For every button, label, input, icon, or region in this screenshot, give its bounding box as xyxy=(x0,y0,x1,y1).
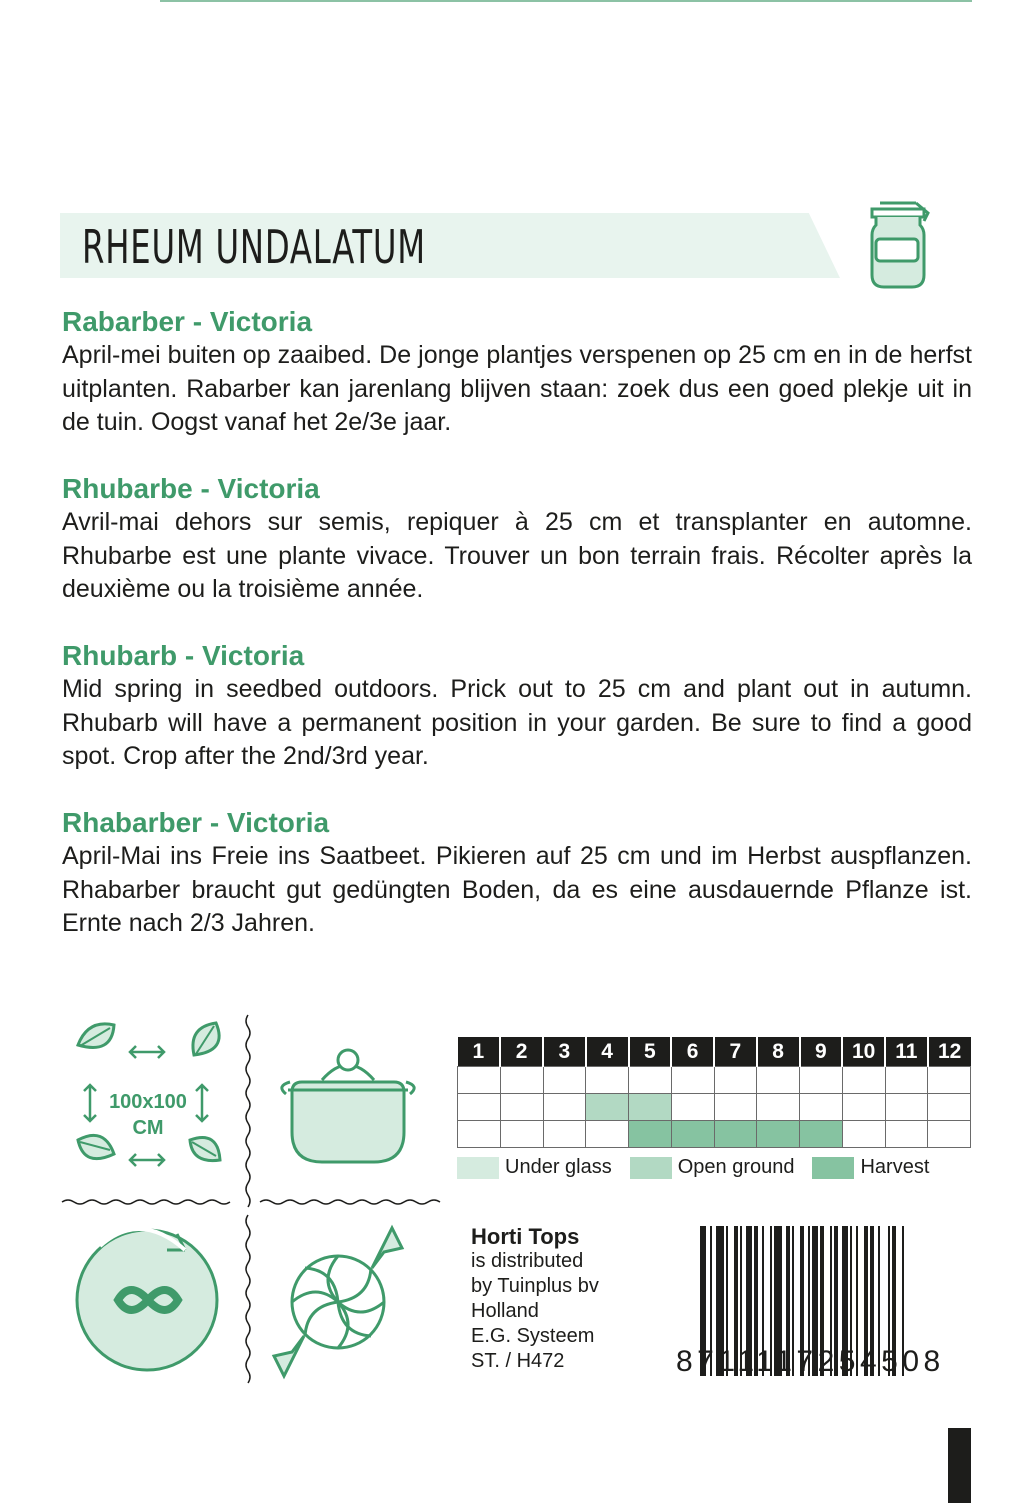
legend-label: Under glass xyxy=(505,1156,612,1178)
section-french xyxy=(62,472,972,607)
month-header: 11 xyxy=(885,1037,928,1067)
month-header: 9 xyxy=(800,1037,843,1067)
calendar-cell xyxy=(629,1121,672,1148)
calendar-cell xyxy=(714,1067,757,1094)
calendar-cell xyxy=(586,1121,629,1148)
calendar-cell xyxy=(757,1094,800,1121)
wavy-divider-horizontal xyxy=(260,1200,440,1204)
legend-swatch-harvest xyxy=(812,1157,854,1179)
calendar-cell xyxy=(842,1094,885,1121)
calendar-cell xyxy=(714,1121,757,1148)
calendar-cell xyxy=(757,1121,800,1148)
calendar-cell xyxy=(543,1121,586,1148)
latin-name: RHEUM UNDALATUM xyxy=(82,220,426,274)
month-header: 6 xyxy=(671,1037,714,1067)
distributor-line: by Tuinplus bv xyxy=(471,1275,599,1297)
calendar-cell xyxy=(842,1067,885,1094)
month-header: 2 xyxy=(500,1037,543,1067)
storage-jar-icon xyxy=(858,197,940,292)
section-text: April-mei buiten op zaaibed. De jonge plantjes verspenen op 25 cm en in de herfst uitplanten. Rabarber kan jarenlang blijven staan: zoek dus een goed plekje uit in de tuin. Oogst vanaf het 2e/3e jaar. xyxy=(62,341,972,436)
section-title: Rabarber - Victoria xyxy=(62,306,313,337)
distributor-info xyxy=(471,1224,599,1374)
month-header: 4 xyxy=(586,1037,629,1067)
month-header: 10 xyxy=(842,1037,885,1067)
sowing-calendar xyxy=(457,1037,971,1148)
calendar-cell xyxy=(543,1067,586,1094)
wavy-divider-vertical xyxy=(246,1015,250,1207)
calendar-cell xyxy=(671,1121,714,1148)
month-header: 3 xyxy=(543,1037,586,1067)
icon-grid xyxy=(60,1010,450,1395)
legend-label: Open ground xyxy=(677,1156,795,1178)
section-text: April-Mai ins Freie ins Saatbeet. Pikieren auf 25 cm und im Herbst auspflanzen. Rhabarber braucht gut gedüngten Boden, da es eine ausdauernde Pflanze ist. Ernte nach 2/3 Jahren. xyxy=(62,842,972,937)
month-header: 5 xyxy=(629,1037,672,1067)
calendar-row xyxy=(458,1121,971,1148)
distributor-line: is distributed xyxy=(471,1250,584,1272)
calendar-cell xyxy=(800,1067,843,1094)
month-header: 1 xyxy=(458,1037,501,1067)
wavy-divider-horizontal xyxy=(62,1200,230,1204)
calendar-cell xyxy=(586,1094,629,1121)
calendar-cell xyxy=(500,1121,543,1148)
top-rule xyxy=(160,0,972,2)
calendar-cell xyxy=(671,1094,714,1121)
calendar-cell xyxy=(928,1094,971,1121)
print-mark xyxy=(948,1428,971,1503)
calendar-cell xyxy=(928,1121,971,1148)
section-text: Avril-mai dehors sur semis, repiquer à 25 cm et transplanter en automne. Rhubarbe est une plante vivace. Trouver un bon terrain frais. Récolter après la deuxième ou la troisième année. xyxy=(62,508,972,603)
section-title: Rhubarb - Victoria xyxy=(62,640,305,671)
brand-name: Horti Tops xyxy=(471,1224,580,1249)
calendar-cell xyxy=(586,1067,629,1094)
calendar-cell xyxy=(458,1094,501,1121)
distributor-line: ST. / H472 xyxy=(471,1350,565,1372)
calendar-legend xyxy=(457,1156,947,1179)
section-title: Rhubarbe - Victoria xyxy=(62,473,320,504)
month-header: 7 xyxy=(714,1037,757,1067)
perennial-infinity-icon xyxy=(77,1229,217,1370)
wavy-divider-vertical xyxy=(246,1215,250,1383)
section-title: Rhabarber - Victoria xyxy=(62,807,330,838)
section-english xyxy=(62,639,972,774)
calendar-cell xyxy=(458,1067,501,1094)
section-german xyxy=(62,806,972,941)
calendar-cell xyxy=(714,1094,757,1121)
cooking-pot-icon xyxy=(282,1050,414,1162)
calendar-cell xyxy=(842,1121,885,1148)
calendar-cell xyxy=(928,1067,971,1094)
distributor-line: E.G. Systeem xyxy=(471,1325,595,1347)
barcode-digits: 8711117254508 xyxy=(676,1345,945,1378)
calendar-cell xyxy=(671,1067,714,1094)
spacing-unit: CM xyxy=(132,1117,164,1139)
month-header: 8 xyxy=(757,1037,800,1067)
candy-icon xyxy=(274,1228,402,1376)
section-dutch xyxy=(62,305,972,440)
calendar-cell xyxy=(629,1094,672,1121)
calendar-cell xyxy=(885,1094,928,1121)
calendar-cell xyxy=(885,1067,928,1094)
section-text: Mid spring in seedbed outdoors. Prick out to 25 cm and plant out in autumn. Rhubarb will have a permanent position in your garden. Be sure to find a good spot. Crop after the 2nd/3rd year. xyxy=(62,675,972,770)
calendar-cell xyxy=(500,1094,543,1121)
calendar-cell xyxy=(458,1121,501,1148)
calendar-row xyxy=(458,1067,971,1094)
distributor-line: Holland xyxy=(471,1300,539,1322)
calendar-cell xyxy=(543,1094,586,1121)
calendar-cell xyxy=(629,1067,672,1094)
calendar-row xyxy=(458,1094,971,1121)
month-header: 12 xyxy=(928,1037,971,1067)
calendar-cell xyxy=(800,1094,843,1121)
legend-label: Harvest xyxy=(860,1156,930,1178)
calendar-cell xyxy=(757,1067,800,1094)
spacing-value: 100x100 xyxy=(109,1091,187,1113)
calendar-cell xyxy=(800,1121,843,1148)
legend-swatch-under-glass xyxy=(457,1157,499,1179)
calendar-cell xyxy=(885,1121,928,1148)
calendar-cell xyxy=(500,1067,543,1094)
legend-swatch-open-ground xyxy=(630,1157,672,1179)
